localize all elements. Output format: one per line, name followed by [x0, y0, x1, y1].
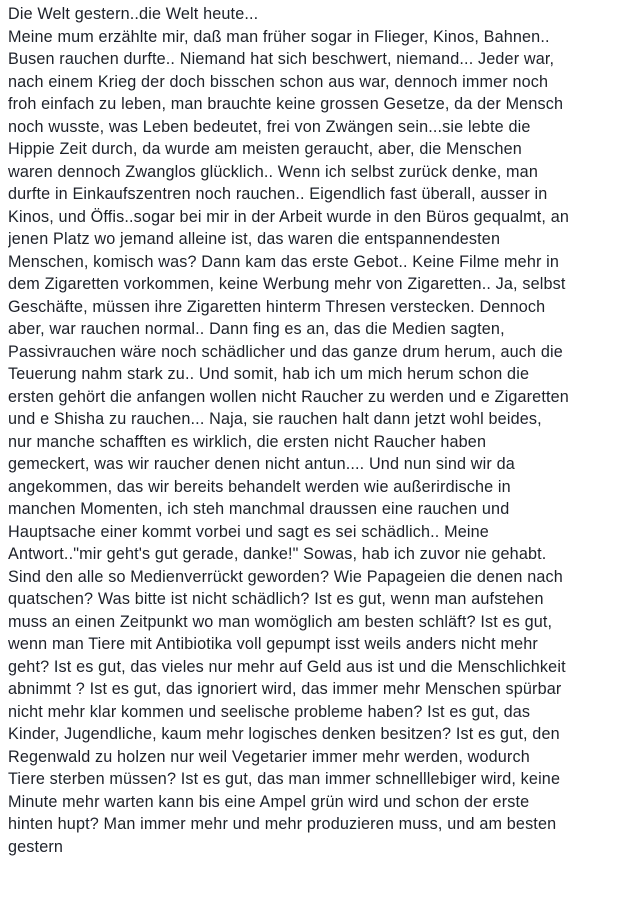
- text-line: hinten hupt? Man immer mehr und mehr produzieren muss, und am besten: [8, 815, 557, 833]
- text-line: wenn man Tiere mit Antibiotika voll gepumpt isst weils anders nicht mehr: [8, 635, 538, 653]
- text-line: gemeckert, was wir raucher denen nicht antun.... Und nun sind wir da: [8, 455, 515, 473]
- text-line: waren dennoch Zwanglos glücklich.. Wenn ich selbst zurück denke, man: [8, 162, 538, 181]
- text-line: quatschen? Was bitte ist nicht schädlich? Ist es gut, wenn man aufstehen: [8, 590, 544, 608]
- text-line: angekommen, das wir bereits behandelt werden wie außerirdische in: [8, 477, 511, 496]
- text-line: froh einfach zu leben, man brauchte keine grossen Gesetze, da der Mensch: [8, 95, 564, 113]
- text-line: Meine mum erzählte mir, daß man früher sogar in Flieger, Kinos, Bahnen..: [8, 27, 550, 46]
- text-line: Sind den alle so Medienverrückt geworden? Wie Papageien die denen nach: [8, 567, 563, 586]
- text-line: manchen Momenten, ich steh manchmal draussen eine rauchen und: [8, 500, 510, 518]
- text-line: Menschen, komisch was? Dann kam das erste Gebot.. Keine Filme mehr in: [8, 252, 560, 271]
- text-line: Minute mehr warten kann bis eine Ampel grün wird und schon der erste: [8, 792, 530, 811]
- text-line: geht? Ist es gut, das vieles nur mehr auf Geld aus ist und die Menschlichkeit: [8, 657, 566, 676]
- text-line: jenen Platz wo jemand alleine ist, das waren die entspannendesten: [8, 230, 501, 248]
- text-line: Kinos, und Öffis..sogar bei mir in der Arbeit wurde in den Büros gequalmt, an: [8, 207, 570, 226]
- text-line: dem Zigaretten vorkommen, keine Werbung mehr von Zigaretten.. Ja, selbst: [8, 275, 566, 293]
- text-line: muss an einen Zeitpunkt wo man womöglich am besten schläft? Ist es gut,: [8, 612, 553, 631]
- text-line: Hippie Zeit durch, da wurde am meisten geraucht, aber, die Menschen: [8, 140, 522, 158]
- text-line: Teuerung nahm stark zu.. Und somit, hab ich um mich herum schon die: [8, 365, 530, 383]
- text-line: Passivrauchen wäre noch schädlicher und das ganze drum herum, auch die: [8, 342, 563, 361]
- text-line: noch wusste, was Leben bedeutet, frei von Zwängen sein...sie lebte die: [8, 117, 531, 136]
- text-line: ersten gehört die anfangen wollen nicht Raucher zu werden und e Zigaretten: [8, 387, 569, 406]
- text-line: Busen rauchen durfte.. Niemand hat sich beschwert, niemand... Jeder war,: [8, 50, 555, 68]
- text-line: Geschäfte, müssen ihre Zigaretten hinterm Thresen verstecken. Dennoch: [8, 297, 546, 316]
- text-line: nicht mehr klar kommen und seelische probleme haben? Ist es gut, das: [8, 702, 531, 721]
- text-line: gestern: [8, 837, 64, 856]
- text-line: nur manche schafften es wirklich, die ersten nicht Raucher haben: [8, 432, 487, 451]
- text-line: Kinder, Jugendliche, kaum mehr logisches denken besitzen? Ist es gut, den: [8, 725, 560, 743]
- text-line: aber, war rauchen normal.. Dann fing es an, das die Medien sagten,: [8, 320, 505, 338]
- text-line: durfte in Einkaufszentren noch rauchen.. Eigendlich fast überall, ausser in: [8, 185, 548, 203]
- text-line: Die Welt gestern..die Welt heute...: [8, 5, 259, 23]
- text-line: und e Shisha zu rauchen... Naja, sie rauchen halt dann jetzt wohl beides,: [8, 410, 542, 428]
- text-line: Regenwald zu holzen nur weil Vegetarier immer mehr werden, wodurch: [8, 747, 530, 766]
- text-line: Hauptsache einer kommt vorbei und sagt es sei schädlich.. Meine: [8, 522, 489, 541]
- text-line: abnimmt ? Ist es gut, das ignoriert wird, das immer mehr Menschen spürbar: [8, 680, 562, 698]
- text-line: Antwort.."mir geht's gut gerade, danke!" Sowas, hab ich zuvor nie gehabt.: [8, 545, 547, 563]
- text-line: Tiere sterben müssen? Ist es gut, das man immer schnelllebiger wird, keine: [8, 770, 561, 788]
- text-line: nach einem Krieg der doch bisschen schon aus war, dennoch immer noch: [8, 72, 549, 91]
